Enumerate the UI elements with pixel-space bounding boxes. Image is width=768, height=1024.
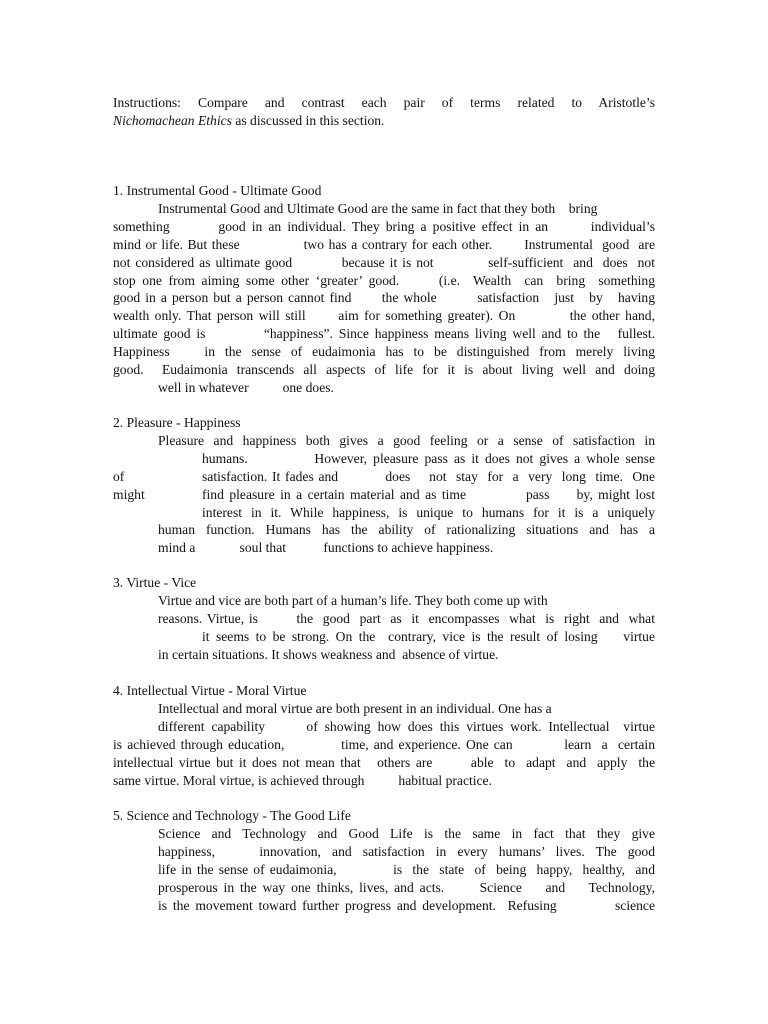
paragraph-line: happiness, innovation, and satisfaction in every humans’ lives. The good xyxy=(158,843,655,859)
section-intellectual-moral-virtue xyxy=(113,682,655,789)
instructions-line: Instructions: Compare and contrast each pair of terms related to Aristotle’s xyxy=(113,95,655,110)
paragraph-line: is the movement toward further progress and development. Refusing science xyxy=(158,897,655,913)
paragraph-line: life in the sense of eudaimonia, is the state of being happy, healthy, and xyxy=(158,861,655,877)
paragraph-line: not considered as ultimate good because it is not self-sufficient and does not xyxy=(113,254,655,270)
paragraph-line: Intellectual and moral virtue are both present in an individual. One has a xyxy=(158,701,552,716)
paragraph-line: good in a person but a person cannot find the whole satisfaction just by having xyxy=(113,290,655,306)
section-science-technology-good-life xyxy=(113,807,655,914)
paragraph-line: Happiness in the sense of eudaimonia has to be distinguished from merely living xyxy=(113,344,655,360)
section-heading: 5. Science and Technology - The Good Life xyxy=(113,808,351,823)
section-heading: 4. Intellectual Virtue - Moral Virtue xyxy=(113,683,307,698)
paragraph-line: it seems to be strong. On the contrary, vice is the result of losing virtue xyxy=(202,628,655,644)
paragraph-line-lead: might xyxy=(113,486,145,502)
section-heading: 2. Pleasure - Happiness xyxy=(113,415,241,430)
paragraph-line: humans. However, pleasure pass as it does not gives a whole sense xyxy=(202,450,655,466)
paragraph-line: intellectual virtue but it does not mean that others are able to adapt and apply the xyxy=(113,754,655,770)
paragraph-line: in certain situations. It shows weakness and absence of virtue. xyxy=(158,646,499,662)
paragraph-line: different capability of showing how does this virtues work. Intellectual virtue xyxy=(158,718,655,734)
paragraph-line: human function. Humans has the ability of rationalizing situations and has a xyxy=(158,522,655,538)
section-heading: 3. Virtue - Vice xyxy=(113,575,197,590)
paragraph-line: prosperous in the way one thinks, lives, and acts. Science and Technology, xyxy=(158,879,655,895)
section-heading: 1. Instrumental Good - Ultimate Good xyxy=(113,183,322,198)
paragraph-line: find pleasure in a certain material and as time pass by, might lost xyxy=(202,486,655,502)
paragraph-line: stop one from aiming some other ‘greater’ good. (i.e. Wealth can bring something xyxy=(113,272,655,288)
paragraph-line: ultimate good is “happiness”. Since happiness means living well and to the fullest. xyxy=(113,326,655,342)
paragraph-line: Instrumental Good and Ultimate Good are the same in fact that they both bring xyxy=(158,201,598,216)
paragraph-line-split xyxy=(113,468,655,486)
paragraph-line-lead: of xyxy=(113,468,125,484)
paragraph-line: Virtue and vice are both part of a human’s life. They both come up with xyxy=(158,593,548,608)
paragraph-line: mind or life. But these two has a contrary for each other. Instrumental good are xyxy=(113,236,655,252)
paragraph-line: Pleasure and happiness both gives a good feeling or a sense of satisfaction in xyxy=(158,433,655,448)
section-instrumental-ultimate-good xyxy=(113,182,655,397)
instructions-paragraph xyxy=(113,94,655,130)
section-virtue-vice xyxy=(113,574,655,664)
paragraph-line: mind a soul that functions to achieve happiness. xyxy=(158,540,494,556)
instructions-rest: as discussed in this section. xyxy=(231,113,385,128)
paragraph-line: satisfaction. It fades and does not stay for a very long time. One xyxy=(202,468,655,484)
paragraph-line: same virtue. Moral virtue, is achieved through habitual practice. xyxy=(113,772,492,788)
paragraph-line: is achieved through education, time, and experience. One can learn a certain xyxy=(113,736,655,752)
section-pleasure-happiness xyxy=(113,414,655,557)
paragraph-line: well in whatever one does. xyxy=(158,379,334,395)
paragraph-line-split xyxy=(113,486,655,504)
paragraph-line: Science and Technology and Good Life is the same in fact that they give xyxy=(158,826,655,841)
paragraph-line: good. Eudaimonia transcends all aspects of life for it is about living well and doing xyxy=(113,362,655,378)
paragraph-line: something good in an individual. They bring a positive effect in an individual’s xyxy=(113,218,655,234)
paragraph-line: interest in it. While happiness, is unique to humans for it is a uniquely xyxy=(202,504,655,520)
book-title: Nichomachean Ethics xyxy=(113,113,232,128)
paragraph-line: wealth only. That person will still aim for something greater). On the other hand, xyxy=(113,308,655,324)
paragraph-line: reasons. Virtue, is the good part as it encompasses what is right and what xyxy=(158,610,655,626)
